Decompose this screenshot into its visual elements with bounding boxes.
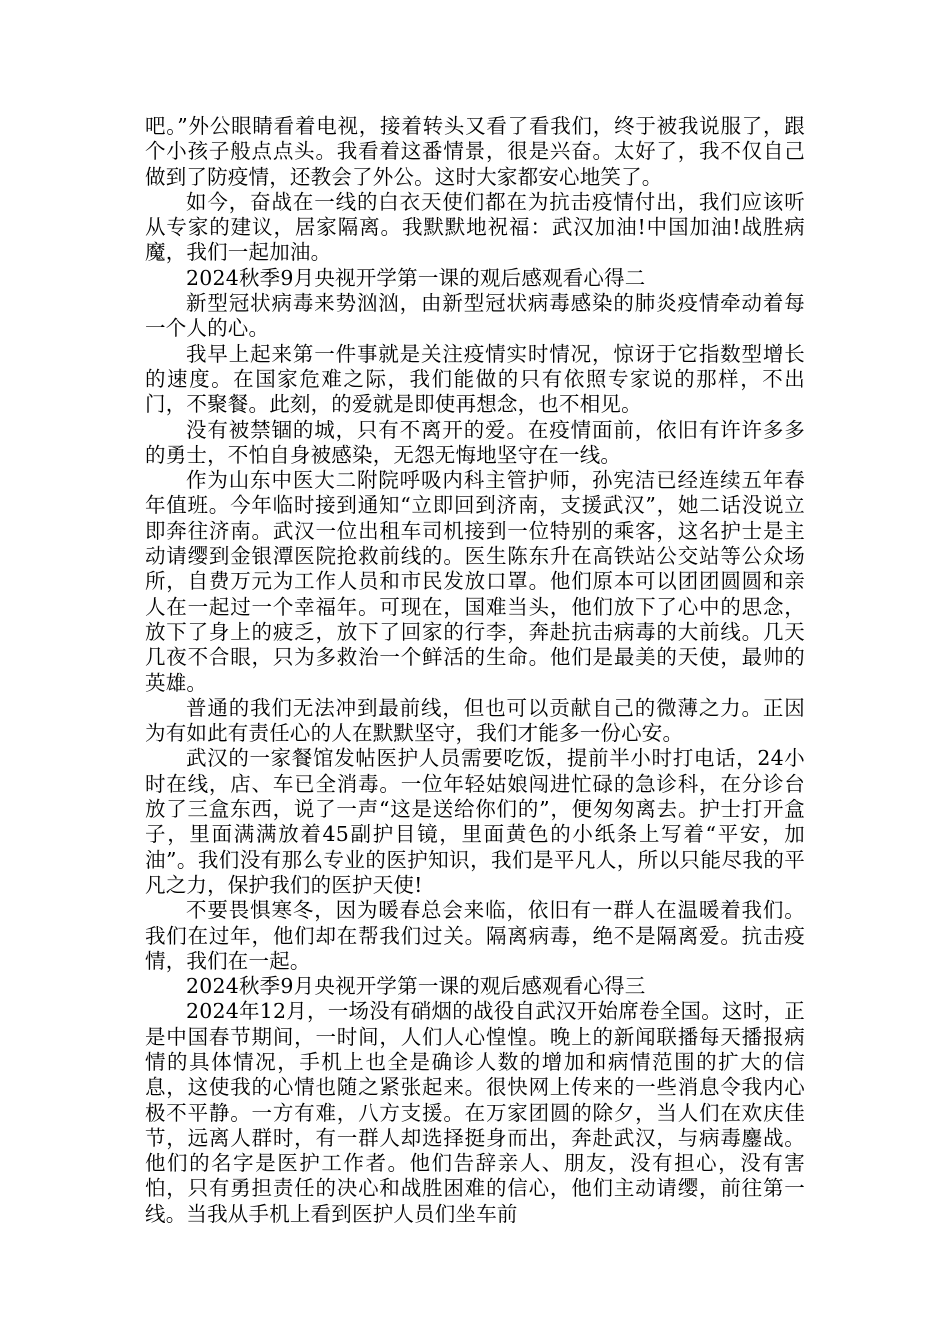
document-body: [145, 114, 805, 1227]
paragraph: 2024年12月，一场没有硝烟的战役自武汉开始席卷全国。这时，正是中国春节期间，一时间，人们人心惶惶。晚上的新闻联播每天播报病情的具体情况，手机上也全是确诊人数的增加和病情范围的扩大的信息，这使我的心情也随之紧张起来。很快网上传来的一些消息令我内心极不平静。一方有难，八方支援。在万家团圆的除夕，当人们在欢庆佳节，远离人群时，有一群人却选择挺身而出，奔赴武汉，与病毒鏖战。他们的名字是医护工作者。他们告辞亲人、朋友，没有担心，没有害怕，只有勇担责任的决心和战胜困难的信心，他们主动请缨，前往第一线。当我从手机上看到医护人员们坐车前: [145, 999, 805, 1226]
paragraph: 我早上起来第一件事就是关注疫情实时情况，惊讶于它指数型增长的速度。在国家危难之际，我们能做的只有依照专家说的那样，不出门，不聚餐。此刻，的爱就是即使再想念，也不相见。: [145, 341, 805, 417]
section-heading: 2024秋季9月央视开学第一课的观后感观看心得三: [186, 974, 646, 999]
paragraph: 吧。”外公眼睛看着电视，接着转头又看了看我们，终于被我说服了，跟个小孩子般点点头。我看着这番情景，很是兴奋。太好了，我不仅自己做到了防疫情，还教会了外公。这时大家都安心地笑了。: [145, 114, 805, 189]
paragraph: 普通的我们无法冲到最前线，但也可以贡献自己的微薄之力。正因为有如此有责任心的人在默默坚守，我们才能多一份心安。: [145, 695, 805, 746]
paragraph: 武汉的一家餐馆发帖医护人员需要吃饭，提前半小时打电话，24小时在线，店、车已全消毒。一位年轻姑娘闯进忙碌的急诊科，在分诊台放了三盒东西，说了一声“这是送给你们的”，便匆匆离去。护士打开盒子，里面满满放着45副护目镜，里面黄色的小纸条上写着“平安，加油”。我们没有那么专业的医护知识，我们是平凡人，所以只能尽我的平凡之力，保护我们的医护天使!: [145, 746, 805, 897]
paragraph: 作为山东中医大二附院呼吸内科主管护师，孙宪洁已经连续五年春年值班。今年临时接到通知“立即回到济南，支援武汉”，她二话没说立即奔往济南。武汉一位出租车司机接到一位特别的乘客，这名护士是主动请缨到金银潭医院抢救前线的。医生陈东升在高铁站公交站等公众场所，自费万元为工作人员和市民发放口罩。他们原本可以团团圆圆和亲人在一起过一个幸福年。可现在，国难当头，他们放下了心中的思念，放下了身上的疲乏，放下了回家的行李，奔赴抗击病毒的大前线。几天几夜不合眼，只为多救治一个鲜活的生命。他们是最美的天使，最帅的英雄。: [145, 468, 805, 695]
section-heading: 2024秋季9月央视开学第一课的观后感观看心得二: [186, 265, 646, 290]
paragraph: 如今，奋战在一线的白衣天使们都在为抗击疫情付出，我们应该听从专家的建议，居家隔离。我默默地祝福：武汉加油!中国加油!战胜病魔，我们一起加油。: [145, 189, 805, 265]
paragraph: 不要畏惧寒冬，因为暖春总会来临，依旧有一群人在温暖着我们。我们在过年，他们却在帮我们过关。隔离病毒，绝不是隔离爱。抗击疫情，我们在一起。: [145, 898, 805, 973]
paragraph: 没有被禁锢的城，只有不离开的爱。在疫情面前，依旧有许许多多的勇士，不怕自身被感染，无怨无悔地坚守在一线。: [145, 417, 805, 467]
paragraph: 新型冠状病毒来势汹汹，由新型冠状病毒感染的肺炎疫情牵动着每一个人的心。: [145, 291, 805, 341]
